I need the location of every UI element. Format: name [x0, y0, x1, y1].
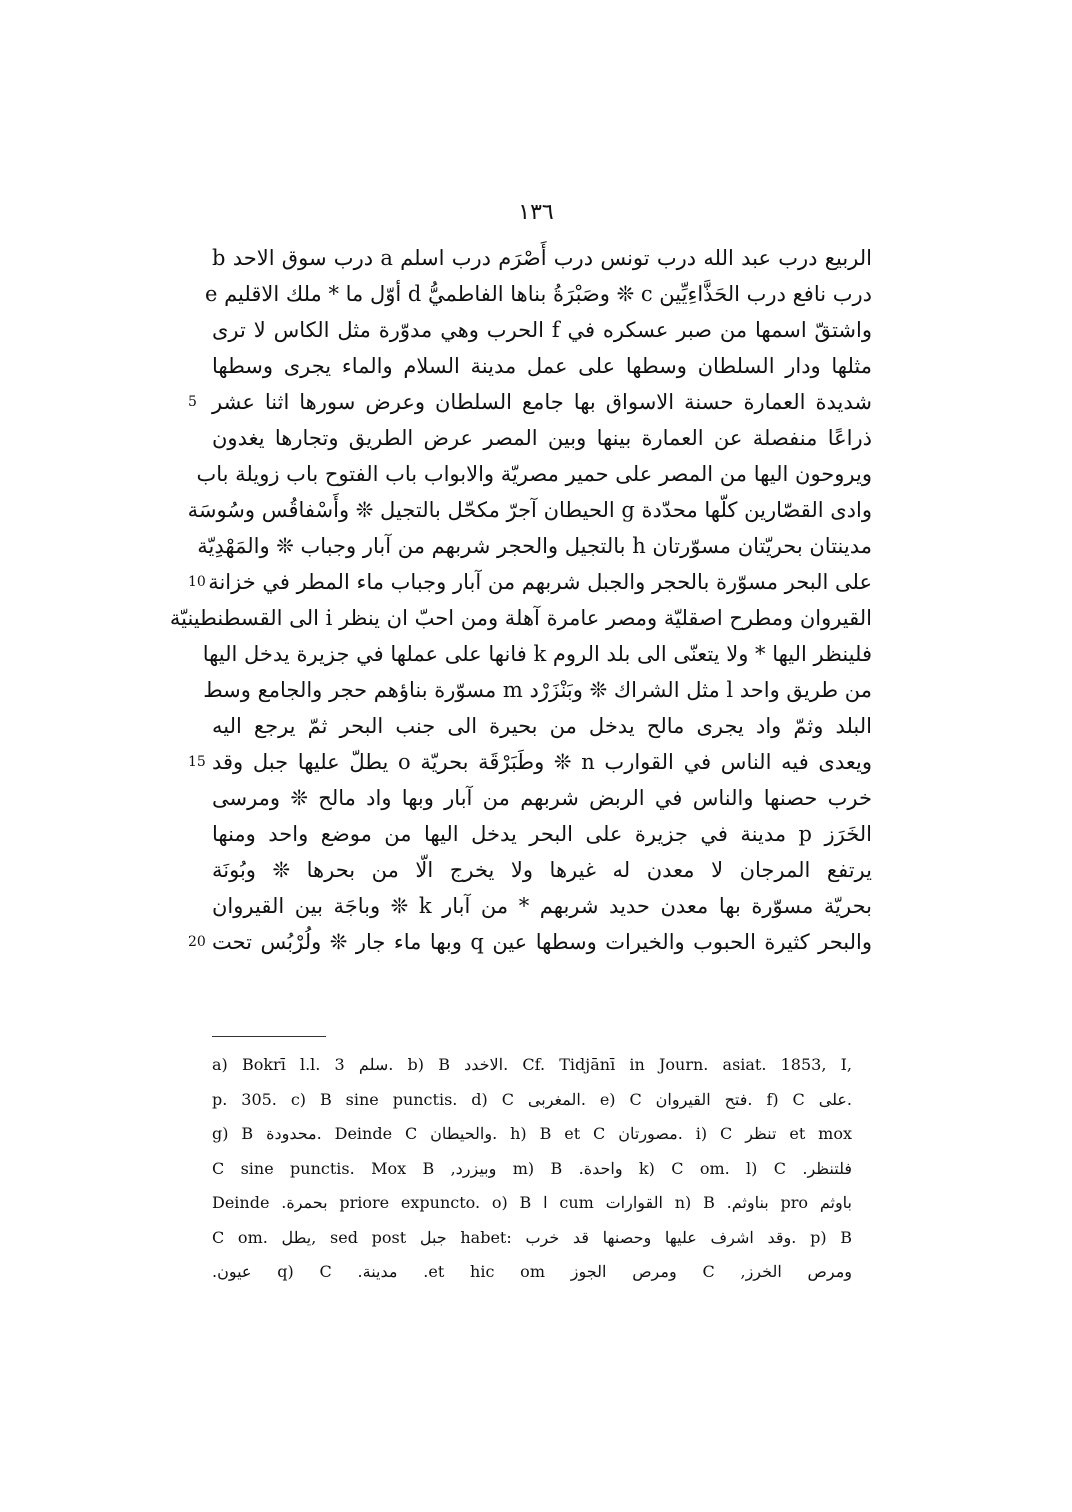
line-text: الخَرَز p مدينة في جزيرة على البحر يدخل اليها من موضع واحد ومنها: [212, 822, 872, 846]
footnote-line: p. 305. c) B sine punctis. d) C المغربى. e) C فتح القيروان. f) C على.: [212, 1089, 853, 1109]
line-text: واشتقّ اسمها من صبر عسكره في f الحرب وهي مدوّرة مثل الكاس لا ترى: [212, 318, 872, 342]
line-text: خرب حصنها والناس في الربض شربهم من آبار وبها واد مالح ❊ ومرسى: [212, 786, 872, 810]
text-line: [203, 672, 872, 708]
line-text: على البحر مسوّرة بالحجر والجبل شربهم من آبار وجباب ماء المطر في خزانة: [208, 570, 872, 594]
text-line: [169, 600, 872, 636]
line-text: البلد وثمّ واد يجرى مالح يدخل من بحيرة الى جنب البحر ثمّ يرجع اليه: [212, 714, 872, 738]
text-line: [212, 240, 872, 276]
text-line: [196, 456, 872, 492]
footnote-line: ومرص الخرز, C ومرص الجوز et hic om. مدينة. q) C عيون.: [212, 1262, 853, 1281]
line-text: ويروحون اليها من المصر على حمير مصريّة والابواب باب الفتوح باب زويلة باب: [196, 462, 872, 486]
text-line: [212, 312, 872, 348]
page-number: ١٣٦: [518, 200, 554, 225]
text-line: [204, 276, 872, 312]
line-text: شديدة العمارة حسنة الاسواق بها جامع السلطان وعرض سورها اثنا عشر: [212, 390, 872, 414]
text-line: [188, 744, 872, 780]
footnote-divider: [212, 1036, 326, 1037]
line-text: الربيع درب عبد الله درب تونس درب أَصْرَم درب اسلم a درب سوق الاحد b: [212, 246, 872, 270]
footnotes: [212, 1048, 852, 1290]
text-line: [212, 852, 872, 888]
footnote-line: فلتنظر. k) C om. l) C واحدة. m) B وبيزرد, C sine punctis. Mox B: [212, 1158, 853, 1178]
line-text: القيروان ومطرح اصقليّة ومصر عامرة آهلة ومن احبّ ان ينظر i الى القسطنطينيّة: [169, 606, 872, 630]
line-text: وادى القصّارين كلّها محدّدة g الحيطان آجرّ مكحّل بالتجيل ❊ وأَسْفاقُس وسُوسَة: [187, 498, 872, 522]
text-line: [202, 636, 872, 672]
line-text: درب نافع درب الحَذَّاءِيِّين c ❊ وصَبْرَةُ بناها الفاطميُّ d أوّل ما * ملك الاقليم e: [204, 282, 872, 306]
footnote-line: باوثم pro بناوثم. n) B القوارات cum ا priore expuncto. o) B بحمرة. Deinde: [212, 1193, 853, 1212]
line-number: 5: [188, 394, 197, 410]
line-text: فلينظر اليها * ولا يتعنّى الى بلد الروم k فانها على عملها في جزيرة يدخل اليها: [202, 642, 872, 666]
text-line: [197, 528, 872, 564]
text-line: [188, 924, 872, 960]
text-line: [212, 708, 872, 744]
line-text: مثلها ودار السلطان وسطها على عمل مدينة السلام والماء يجرى وسطها: [212, 354, 872, 378]
line-number: 10: [188, 574, 206, 590]
line-text: من طريق واحد l مثل الشراك ❊ وبَنْزَرْد m مسوّرة بناؤهم حجر والجامع وسط: [203, 678, 872, 702]
line-text: بحريّة مسوّرة بها معدن حديد شربهم * من آبار k ❊ وباجَة بين القيروان: [212, 894, 872, 918]
line-text: والبحر كثيرة الحبوب والخيرات وسطها عين q وبها ماء جار ❊ ولُرْبُس تحت: [212, 930, 872, 954]
line-text: مدينتان بحريّتان مسوّرتان h بالتجيل والحجر شربهم من آبار وجباب ❊ والمَهْدِيّة: [197, 534, 872, 558]
line-number: 15: [188, 754, 206, 770]
footnote-line: g) B محدودة. Deinde C والحيطان. h) B et C مصورتان. i) C تنظر et mox: [212, 1124, 853, 1143]
text-line: [187, 492, 872, 528]
text-line: [212, 888, 872, 924]
text-line: [212, 420, 872, 456]
line-text: ويعدى فيه الناس في القوارب n ❊ وطَبَرْقَة بحريّة o يطلّ عليها جبل وقد: [212, 750, 872, 774]
line-number: 20: [188, 934, 206, 950]
line-text: يرتفع المرجان لا معدن له غيرها ولا يخرج الّا من بحرها ❊ وبُونَة: [212, 858, 872, 882]
text-line: [212, 780, 872, 816]
text-line: [188, 564, 872, 600]
main-text-body: [169, 240, 872, 960]
text-line: [212, 348, 872, 384]
footnote-line: a) Bokrī l.l. 3 سلم. b) B الاخدد. Cf. Tidjānī in Journ. asiat. 1853, I,: [212, 1055, 853, 1074]
line-text: ذراعًا منفصلة عن العمارة بينها وبين المصر عرض الطريق وتجارها يغدون: [212, 426, 872, 450]
text-line: [188, 384, 872, 420]
text-line: [212, 816, 872, 852]
footnote-line: C om. يطل, sed post جبل habet: وقد اشرف عليها وحصنها قد خرب. p) B: [212, 1227, 853, 1247]
